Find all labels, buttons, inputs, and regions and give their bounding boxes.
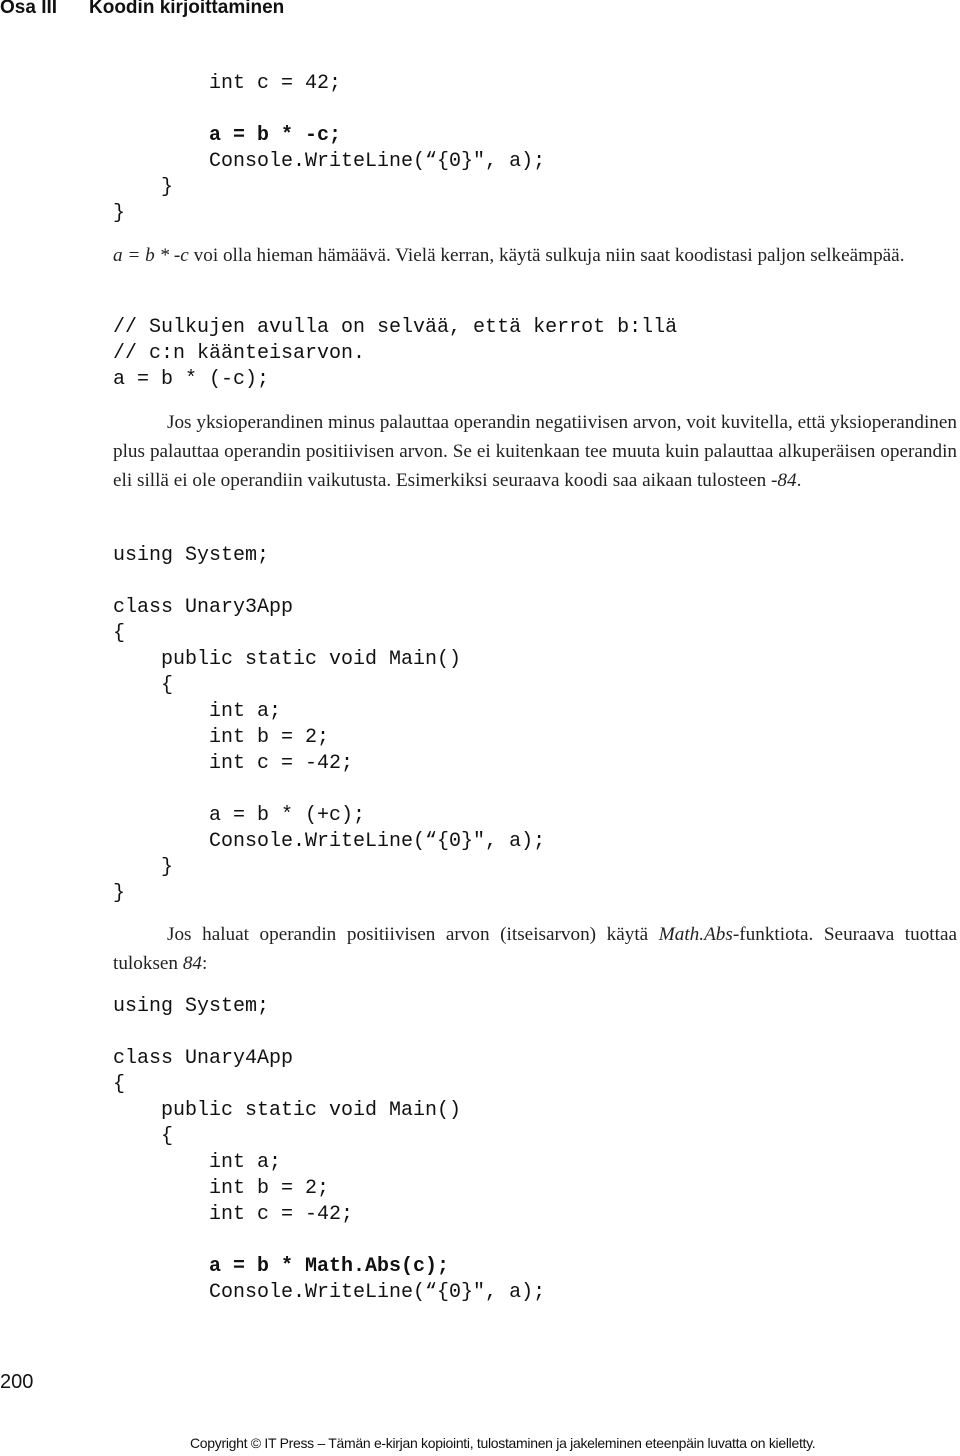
inline-value: -84 <box>771 470 797 491</box>
code-line: { <box>113 1125 174 1148</box>
code-line: // Sulkujen avulla on selvää, että kerrot b:llä <box>113 316 678 339</box>
code-line: public static void Main() <box>113 648 462 671</box>
paragraph-text: Jos yksioperandinen minus palauttaa operandin negatiivisen arvon, voit kuvitella, että yksioperandinen plus palauttaa operandin positiivisen arvon. Se ei kuitenkaan tee muuta kuin palauttaa alkuperäisen operandin eli sillä ei ole operandiin vaikutusta. Esimerkiksi seuraava koodi saa aikaan tulosteen <box>113 412 957 491</box>
code-block-2 <box>113 315 677 393</box>
code-block-3 <box>113 543 545 907</box>
code-block-1 <box>113 71 545 227</box>
code-line: class Unary3App <box>113 596 294 619</box>
code-line: Console.WriteLine(“{0}", a); <box>113 150 546 173</box>
code-line <box>113 777 545 803</box>
code-line: a = b * (+c); <box>113 804 366 827</box>
code-line: int c = 42; <box>113 72 342 95</box>
code-line: a = b * Math.Abs(c); <box>113 1255 450 1278</box>
code-line: Console.WriteLine(“{0}", a); <box>113 830 546 853</box>
code-line: { <box>113 1073 126 1096</box>
inline-value: 84 <box>182 953 203 974</box>
code-line: int a; <box>113 1151 282 1174</box>
code-line: public static void Main() <box>113 1099 462 1122</box>
code-line: { <box>113 622 126 645</box>
paragraph-2: Jos yksioperandinen minus palauttaa operandin negatiivisen arvon, voit kuvitella, että yksioperandinen plus palauttaa operandin positiivisen arvon. Se ei kuitenkaan tee muuta kuin palauttaa alkuperäisen operandin eli sillä ei ole operandiin vaikutusta. Esimerkiksi seuraava koodi saa aikaan tulosteen -84. <box>113 412 957 491</box>
code-line: } <box>113 882 126 905</box>
code-line: a = b * -c; <box>113 124 342 147</box>
code-block-4 <box>113 994 545 1306</box>
copyright-footer: Copyright © IT Press – Tämän e-kirjan kopiointi, tulostaminen ja jakeleminen eteenpäin luvatta on kielletty. <box>190 1435 816 1451</box>
part-label: Osa III <box>0 0 58 18</box>
code-line: } <box>113 202 126 225</box>
code-line: } <box>113 176 174 199</box>
inline-function: Math.Abs <box>658 924 733 945</box>
paragraph-text: Jos haluat operandin positiivisen arvon (itseisarvon) käytä <box>167 924 659 945</box>
code-line <box>113 1228 545 1254</box>
code-line: int b = 2; <box>113 726 330 749</box>
code-line: using System; <box>113 544 270 567</box>
code-line: // c:n käänteisarvon. <box>113 342 366 365</box>
paragraph-1 <box>113 241 957 270</box>
code-line <box>113 97 545 123</box>
page-number: 200 <box>0 1371 34 1393</box>
code-line: { <box>113 674 174 697</box>
code-line: int c = -42; <box>113 1203 354 1226</box>
code-line: class Unary4App <box>113 1047 294 1070</box>
inline-expression: a = b * -c <box>113 245 189 266</box>
code-line: } <box>113 856 174 879</box>
code-line: a = b * (-c); <box>113 368 270 391</box>
code-line <box>113 1020 545 1046</box>
code-line <box>113 569 545 595</box>
chapter-title: Koodin kirjoittaminen <box>89 0 285 18</box>
paragraph-text: voi olla hieman hämäävä. Vielä kerran, käytä sulkuja niin saat koodistasi paljon selkeämpää. <box>188 245 905 266</box>
code-line: int c = -42; <box>113 752 354 775</box>
paragraph-3: Jos haluat operandin positiivisen arvon (itseisarvon) käytä Math.Abs-funktiota. Seuraava tuottaa tuloksen 84: <box>113 924 957 974</box>
code-line: int b = 2; <box>113 1177 330 1200</box>
code-line: int a; <box>113 700 282 723</box>
code-line: using System; <box>113 995 270 1018</box>
code-line: Console.WriteLine(“{0}", a); <box>113 1281 546 1304</box>
